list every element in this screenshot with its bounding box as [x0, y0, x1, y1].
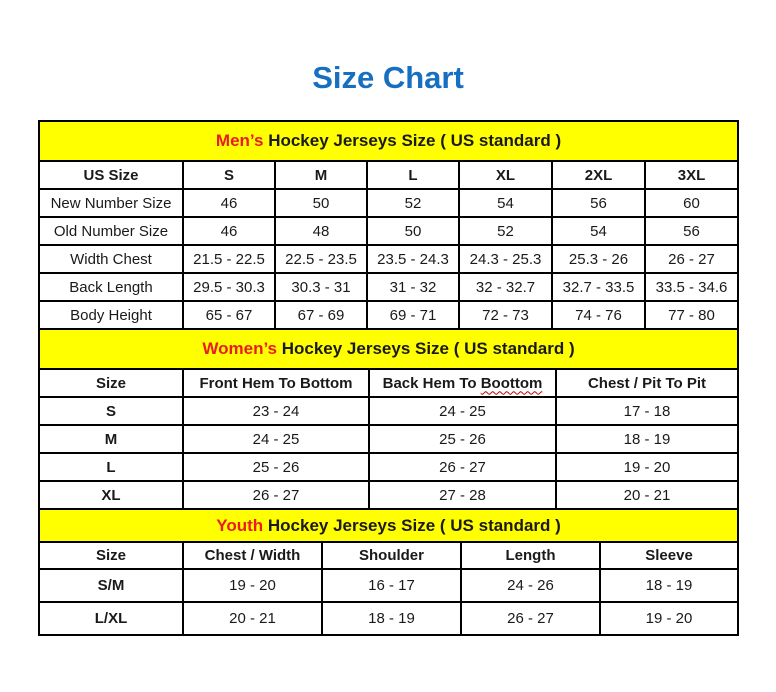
table-cell: 17 - 18 [556, 397, 738, 425]
table-cell: 46 [183, 189, 275, 217]
row-label: Width Chest [39, 245, 183, 273]
row-label: L/XL [39, 602, 183, 635]
youth-header-row [39, 542, 738, 569]
table-cell: 32 - 32.7 [459, 273, 552, 301]
table-cell: 18 - 19 [556, 425, 738, 453]
table-cell: 26 - 27 [461, 602, 600, 635]
table-cell: 67 - 69 [275, 301, 367, 329]
table-cell: 48 [275, 217, 367, 245]
table-cell: 29.5 - 30.3 [183, 273, 275, 301]
column-header: Size [39, 369, 183, 397]
womens-band-row [39, 329, 738, 369]
column-header: Back Hem To Boottom [369, 369, 556, 397]
row-label: Old Number Size [39, 217, 183, 245]
table-cell: 50 [275, 189, 367, 217]
column-header: XL [459, 161, 552, 189]
row-label: L [39, 453, 183, 481]
table-cell: 30.3 - 31 [275, 273, 367, 301]
column-header: Size [39, 542, 183, 569]
table-cell: 24.3 - 25.3 [459, 245, 552, 273]
row-label: M [39, 425, 183, 453]
row-label: Body Height [39, 301, 183, 329]
table-cell: 32.7 - 33.5 [552, 273, 645, 301]
row-label: S/M [39, 569, 183, 602]
table-row [39, 569, 738, 602]
mens-header-row [39, 161, 738, 189]
row-label: Back Length [39, 273, 183, 301]
youth-band-text: Hockey Jerseys Size ( US standard ) [263, 515, 561, 535]
mens-band-text: Hockey Jerseys Size ( US standard ) [263, 131, 562, 150]
table-cell: 24 - 25 [369, 397, 556, 425]
column-header: Shoulder [322, 542, 461, 569]
youth-band-row [39, 509, 738, 542]
womens-band-text: Hockey Jerseys Size ( US standard ) [277, 339, 575, 358]
table-cell: 74 - 76 [552, 301, 645, 329]
column-header: M [275, 161, 367, 189]
table-cell: 27 - 28 [369, 481, 556, 509]
row-label: XL [39, 481, 183, 509]
table-cell: 18 - 19 [600, 569, 738, 602]
table-row [39, 481, 738, 509]
table-cell: 26 - 27 [183, 481, 369, 509]
youth-band [39, 509, 738, 542]
table-row [39, 217, 738, 245]
size-chart-tables [38, 120, 738, 636]
table-cell: 56 [645, 217, 738, 245]
table-row [39, 301, 738, 329]
column-header: Length [461, 542, 600, 569]
page-title: Size Chart [312, 60, 464, 95]
column-header: L [367, 161, 459, 189]
column-header: 2XL [552, 161, 645, 189]
table-cell: 24 - 25 [183, 425, 369, 453]
table-cell: 19 - 20 [600, 602, 738, 635]
table-cell: 46 [183, 217, 275, 245]
table-row [39, 602, 738, 635]
table-cell: 24 - 26 [461, 569, 600, 602]
womens-band-highlight: Women’s [202, 339, 277, 358]
womens-size-table [38, 328, 739, 510]
table-cell: 21.5 - 22.5 [183, 245, 275, 273]
table-cell: 56 [552, 189, 645, 217]
table-cell: 50 [367, 217, 459, 245]
table-cell: 16 - 17 [322, 569, 461, 602]
table-row [39, 189, 738, 217]
table-cell: 19 - 20 [556, 453, 738, 481]
table-cell: 65 - 67 [183, 301, 275, 329]
table-cell: 20 - 21 [183, 602, 322, 635]
youth-size-table [38, 508, 739, 636]
table-cell: 52 [367, 189, 459, 217]
table-cell: 23 - 24 [183, 397, 369, 425]
table-cell: 60 [645, 189, 738, 217]
table-cell: 31 - 32 [367, 273, 459, 301]
table-row [39, 245, 738, 273]
misspelled-word: Boottom [480, 374, 543, 392]
youth-band-highlight: Youth [216, 515, 264, 535]
mens-band-highlight: Men’s [215, 131, 264, 150]
row-label: S [39, 397, 183, 425]
column-header: S [183, 161, 275, 189]
table-row [39, 453, 738, 481]
table-cell: 25 - 26 [183, 453, 369, 481]
table-cell: 54 [459, 189, 552, 217]
table-cell: 19 - 20 [183, 569, 322, 602]
table-cell: 23.5 - 24.3 [367, 245, 459, 273]
table-cell: 26 - 27 [369, 453, 556, 481]
womens-header-row [39, 369, 738, 397]
mens-size-table [38, 120, 739, 330]
table-cell: 18 - 19 [322, 602, 461, 635]
womens-band [39, 329, 738, 369]
table-row [39, 273, 738, 301]
table-cell: 22.5 - 23.5 [275, 245, 367, 273]
table-cell: 25.3 - 26 [552, 245, 645, 273]
column-header: Chest / Width [183, 542, 322, 569]
mens-band-row [39, 121, 738, 161]
column-header: Front Hem To Bottom [183, 369, 369, 397]
table-cell: 69 - 71 [367, 301, 459, 329]
table-cell: 72 - 73 [459, 301, 552, 329]
column-header: 3XL [645, 161, 738, 189]
column-header: Sleeve [600, 542, 738, 569]
table-row [39, 425, 738, 453]
table-cell: 33.5 - 34.6 [645, 273, 738, 301]
column-header: Chest / Pit To Pit [556, 369, 738, 397]
mens-band [39, 121, 738, 161]
table-cell: 20 - 21 [556, 481, 738, 509]
table-cell: 52 [459, 217, 552, 245]
table-cell: 25 - 26 [369, 425, 556, 453]
row-label: New Number Size [39, 189, 183, 217]
table-row [39, 397, 738, 425]
table-cell: 26 - 27 [645, 245, 738, 273]
table-cell: 54 [552, 217, 645, 245]
column-header: US Size [39, 161, 183, 189]
table-cell: 77 - 80 [645, 301, 738, 329]
